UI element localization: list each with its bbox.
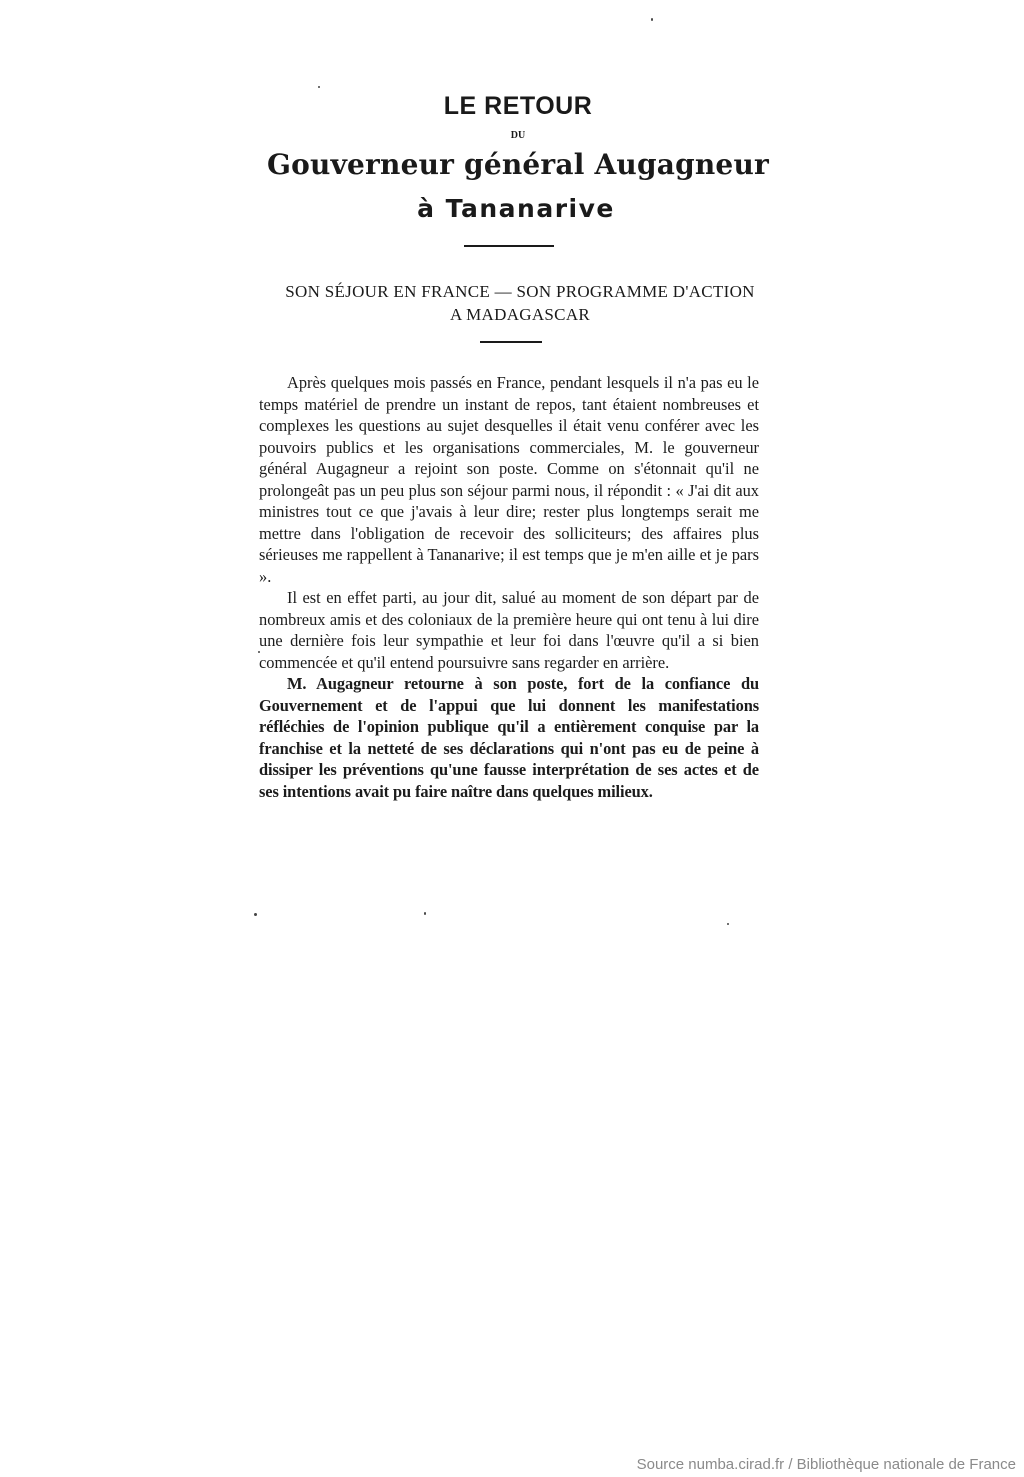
heading-gouverneur: Gouverneur général Augagneur — [267, 148, 769, 181]
paragraph: Il est en effet parti, au jour dit, salué au moment de son départ par de nombreux amis et des coloniaux de la première heure qui ont tenu à lui dire une dernière fois leur sympathie et leur foi dans l'œuvre qu'il a si bien commencée et qu'il entend poursuivre sans regarder en arrière. — [259, 588, 759, 672]
subheading — [8, 280, 1024, 326]
subheading-line-1: SON SÉJOUR EN FRANCE — SON PROGRAMME D'ACTION — [285, 282, 755, 301]
scan-speck — [258, 651, 260, 653]
heading-du: DU — [510, 130, 526, 141]
article-body — [259, 372, 759, 802]
scan-speck — [424, 912, 426, 915]
divider-rule — [464, 245, 554, 247]
heading-le-retour: LE RETOUR — [443, 92, 593, 120]
source-attribution: Source numba.cirad.fr / Bibliothèque nationale de France — [636, 1456, 1016, 1473]
scan-speck — [727, 923, 729, 925]
paragraph: Après quelques mois passés en France, pendant lesquels il n'a pas eu le temps matériel de prendre un instant de repos, tant étaient nombreuses et complexes les questions au sujet desquelles il était venu conférer avec les pouvoirs publics et les organisations commerciales, M. le gouverneur général Augagneur a rejoint son poste. Comme on s'étonnait qu'il ne prolongeât pas un peu plus son séjour parmi nous, il répondit : « J'ai dit aux ministres tout ce que j'avais à leur dire; rester plus longtemps serait me mettre dans l'obligation de recevoir des solliciteurs; des affaires plus sérieuses me rappellent à Tananarive; il est temps que je m'en aille et je pars ». — [259, 373, 759, 586]
scan-speck — [254, 913, 257, 916]
scan-speck — [318, 86, 320, 88]
subheading-line-2: A MADAGASCAR — [449, 305, 591, 324]
scan-speck — [651, 18, 653, 21]
paragraph: M. Augagneur retourne à son poste, fort de la confiance du Gouvernement et de l'appui que lui donnent les manifestations réfléchies de l'opinion publique qu'il a entièrement conquise par la franchise et la netteté de ses déclarations qui n'ont pas eu de peine à dissiper les préventions qu'une fausse interprétation de ses actes et de ses intentions avait pu faire naître dans quelques milieux. — [259, 674, 759, 801]
divider-rule — [480, 341, 542, 343]
heading-tananarive: à Tananarive — [417, 194, 615, 223]
